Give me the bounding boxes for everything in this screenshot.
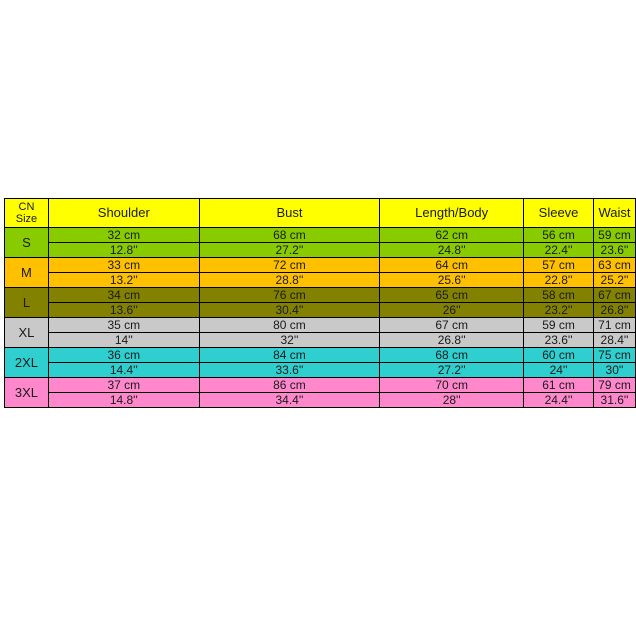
length-cm-cell: 65 cm xyxy=(380,288,524,303)
header-size xyxy=(5,199,49,228)
bust-inch-cell: 30.4'' xyxy=(199,303,380,318)
shoulder-inch-cell: 14.4'' xyxy=(48,363,199,378)
table-row xyxy=(5,318,636,333)
bust-cm-cell: 84 cm xyxy=(199,348,380,363)
shoulder-inch-cell: 13.2'' xyxy=(48,273,199,288)
shoulder-cm-cell: 36 cm xyxy=(48,348,199,363)
length-cm-cell: 64 cm xyxy=(380,258,524,273)
waist-inch-cell: 30'' xyxy=(594,363,636,378)
bust-inch-cell: 33.6'' xyxy=(199,363,380,378)
table-row xyxy=(5,228,636,243)
waist-cm-cell: 63 cm xyxy=(594,258,636,273)
bust-inch-cell: 28.8'' xyxy=(199,273,380,288)
bust-cm-cell: 76 cm xyxy=(199,288,380,303)
header-bust: Bust xyxy=(199,199,380,228)
header-shoulder: Shoulder xyxy=(48,199,199,228)
shoulder-cm-cell: 37 cm xyxy=(48,378,199,393)
header-sleeve: Sleeve xyxy=(524,199,594,228)
waist-cm-cell: 67 cm xyxy=(594,288,636,303)
bust-inch-cell: 34.4'' xyxy=(199,393,380,408)
waist-cm-cell: 59 cm xyxy=(594,228,636,243)
shoulder-cm-cell: 32 cm xyxy=(48,228,199,243)
bust-cm-cell: 80 cm xyxy=(199,318,380,333)
table-row xyxy=(5,348,636,363)
table-row xyxy=(5,303,636,318)
bust-cm-cell: 68 cm xyxy=(199,228,380,243)
header-waist: Waist xyxy=(594,199,636,228)
size-label: L xyxy=(5,288,49,318)
table-row xyxy=(5,288,636,303)
table-row xyxy=(5,273,636,288)
table-row xyxy=(5,363,636,378)
table-row xyxy=(5,258,636,273)
shoulder-inch-cell: 12.8'' xyxy=(48,243,199,258)
header-size-line2: Size xyxy=(15,213,38,225)
table-row xyxy=(5,378,636,393)
header-length: Length/Body xyxy=(380,199,524,228)
sleeve-inch-cell: 24.4'' xyxy=(524,393,594,408)
length-inch-cell: 26'' xyxy=(380,303,524,318)
sleeve-inch-cell: 22.4'' xyxy=(524,243,594,258)
sleeve-inch-cell: 23.2'' xyxy=(524,303,594,318)
waist-inch-cell: 26.8'' xyxy=(594,303,636,318)
size-label: 2XL xyxy=(5,348,49,378)
shoulder-cm-cell: 33 cm xyxy=(48,258,199,273)
waist-inch-cell: 25.2'' xyxy=(594,273,636,288)
size-label: XL xyxy=(5,318,49,348)
shoulder-inch-cell: 14.8'' xyxy=(48,393,199,408)
length-cm-cell: 68 cm xyxy=(380,348,524,363)
bust-inch-cell: 32'' xyxy=(199,333,380,348)
length-inch-cell: 24.8'' xyxy=(380,243,524,258)
bust-inch-cell: 27.2'' xyxy=(199,243,380,258)
bust-cm-cell: 86 cm xyxy=(199,378,380,393)
header-size-line1: CN xyxy=(18,201,35,213)
table-row xyxy=(5,333,636,348)
table-row xyxy=(5,393,636,408)
size-label: S xyxy=(5,228,49,258)
length-cm-cell: 67 cm xyxy=(380,318,524,333)
sleeve-cm-cell: 57 cm xyxy=(524,258,594,273)
size-label: 3XL xyxy=(5,378,49,408)
sleeve-inch-cell: 24'' xyxy=(524,363,594,378)
length-inch-cell: 28'' xyxy=(380,393,524,408)
size-label: M xyxy=(5,258,49,288)
waist-inch-cell: 31.6'' xyxy=(594,393,636,408)
shoulder-inch-cell: 14'' xyxy=(48,333,199,348)
sleeve-cm-cell: 61 cm xyxy=(524,378,594,393)
sleeve-inch-cell: 22.8'' xyxy=(524,273,594,288)
length-cm-cell: 70 cm xyxy=(380,378,524,393)
length-inch-cell: 27.2'' xyxy=(380,363,524,378)
shoulder-cm-cell: 34 cm xyxy=(48,288,199,303)
table-body xyxy=(5,228,636,408)
sleeve-cm-cell: 58 cm xyxy=(524,288,594,303)
shoulder-cm-cell: 35 cm xyxy=(48,318,199,333)
waist-inch-cell: 28.4'' xyxy=(594,333,636,348)
waist-inch-cell: 23.6'' xyxy=(594,243,636,258)
sleeve-inch-cell: 23.6'' xyxy=(524,333,594,348)
length-cm-cell: 62 cm xyxy=(380,228,524,243)
header-row xyxy=(5,199,636,228)
size-chart-table xyxy=(4,198,636,408)
waist-cm-cell: 75 cm xyxy=(594,348,636,363)
shoulder-inch-cell: 13.6'' xyxy=(48,303,199,318)
waist-cm-cell: 71 cm xyxy=(594,318,636,333)
bust-cm-cell: 72 cm xyxy=(199,258,380,273)
sleeve-cm-cell: 60 cm xyxy=(524,348,594,363)
length-inch-cell: 26.8'' xyxy=(380,333,524,348)
sleeve-cm-cell: 56 cm xyxy=(524,228,594,243)
sleeve-cm-cell: 59 cm xyxy=(524,318,594,333)
table-row xyxy=(5,243,636,258)
waist-cm-cell: 79 cm xyxy=(594,378,636,393)
length-inch-cell: 25.6'' xyxy=(380,273,524,288)
